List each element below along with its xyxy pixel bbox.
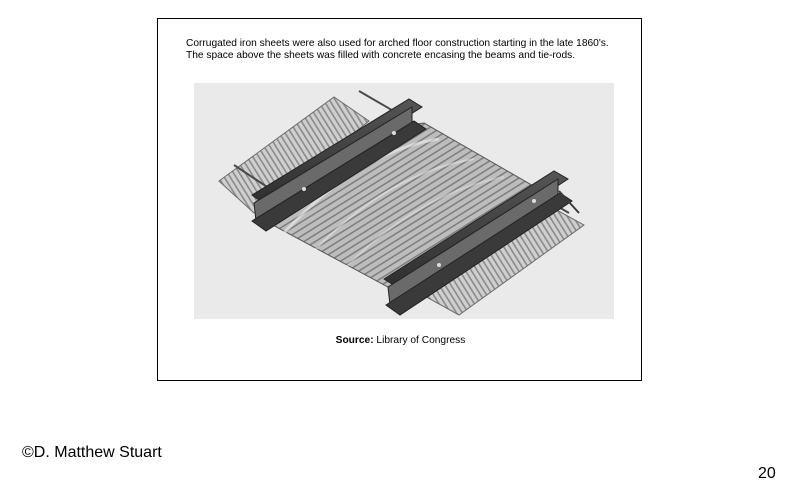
source-credit [158, 335, 643, 346]
copyright-footer: ©D. Matthew Stuart [22, 444, 162, 461]
slide-frame [157, 18, 642, 381]
caption-text: Corrugated iron sheets were also used for arched floor construction starting in the late 1860's. The space above the sheets was filled with concrete encasing the beams and tie-rods. [186, 38, 609, 62]
source-label: Source: [335, 335, 374, 346]
source-text: Library of Congress [373, 335, 466, 346]
arch-floor-illustration [194, 83, 614, 319]
page-number: 20 [758, 465, 776, 482]
